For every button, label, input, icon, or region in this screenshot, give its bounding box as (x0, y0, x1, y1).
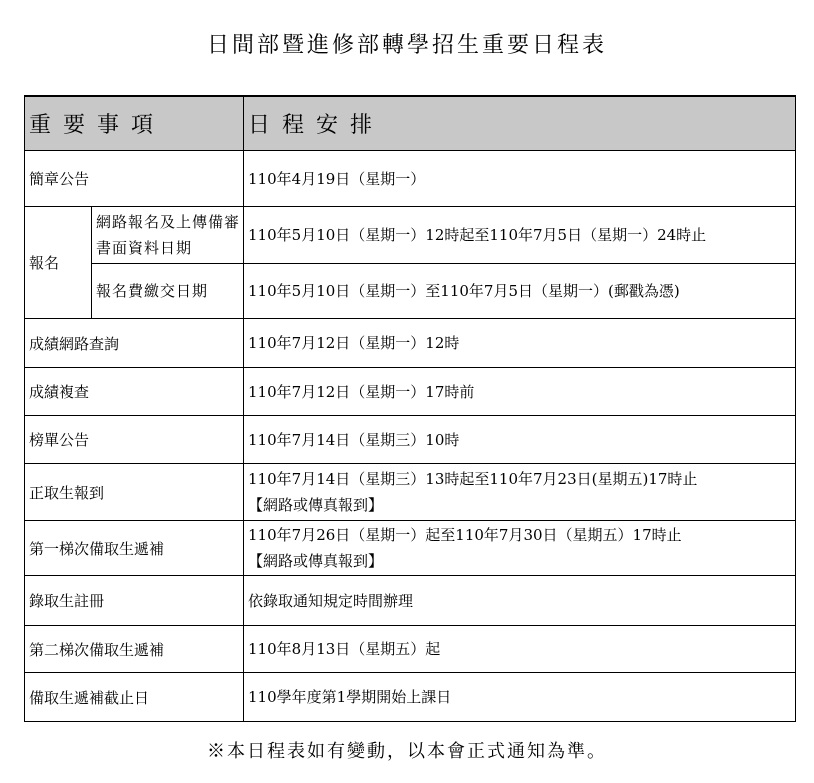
table-row (25, 673, 796, 722)
row-item: 成績複查 (25, 368, 244, 416)
footnote: ※本日程表如有變動，以本會正式通知為準。 (207, 741, 607, 762)
row-date-extra: 【網路或傳真報到】 (248, 496, 384, 514)
row-item: 正取生報到 (25, 464, 244, 521)
table-row (25, 576, 796, 626)
row-date: 110學年度第1學期開始上課日 (244, 673, 796, 722)
row-subitem: 報名費繳交日期 (92, 264, 244, 319)
table-row (25, 151, 796, 207)
row-date: 110年5月10日（星期一）至110年7月5日（星期一）(郵戳為憑) (244, 264, 796, 319)
schedule-table (24, 95, 796, 722)
row-date: 依錄取通知規定時間辦理 (244, 576, 796, 626)
table-row (25, 626, 796, 673)
row-item: 第二梯次備取生遞補 (25, 626, 244, 673)
row-date: 110年7月26日（星期一）起至110年7月30日（星期五）17時止 (248, 526, 682, 544)
header-schedule: 日程安排 (244, 96, 796, 151)
row-date: 110年7月12日（星期一）12時 (244, 319, 796, 368)
row-date: 110年7月14日（星期三）13時起至110年7月23日(星期五)17時止 (248, 470, 698, 488)
table-row (25, 464, 796, 521)
row-item: 榜單公告 (25, 416, 244, 464)
row-date: 110年7月12日（星期一）17時前 (244, 368, 796, 416)
row-item: 備取生遞補截止日 (25, 673, 244, 722)
row-date-extra: 【網路或傳真報到】 (248, 552, 384, 570)
row-date: 110年5月10日（星期一）12時起至110年7月5日（星期一）24時止 (244, 207, 796, 264)
row-date: 110年7月14日（星期三）10時 (244, 416, 796, 464)
row-date: 110年4月19日（星期一） (244, 151, 796, 207)
row-group: 報名 (25, 207, 92, 319)
table-row (25, 521, 796, 576)
table-row (25, 368, 796, 416)
table-header-row (25, 96, 796, 151)
row-date: 110年8月13日（星期五）起 (244, 626, 796, 673)
table-row (25, 207, 796, 264)
table-row (25, 319, 796, 368)
table-row (25, 264, 796, 319)
header-item: 重要事項 (25, 96, 244, 151)
row-date-cell (244, 521, 796, 576)
table-row (25, 416, 796, 464)
row-subitem: 網路報名及上傳備審書面資料日期 (92, 207, 244, 264)
row-date-cell (244, 464, 796, 521)
row-item: 成績網路查詢 (25, 319, 244, 368)
row-item: 簡章公告 (25, 151, 244, 207)
row-item: 錄取生註冊 (25, 576, 244, 626)
row-item: 第一梯次備取生遞補 (25, 521, 244, 576)
page-title: 日間部暨進修部轉學招生重要日程表 (206, 33, 607, 58)
